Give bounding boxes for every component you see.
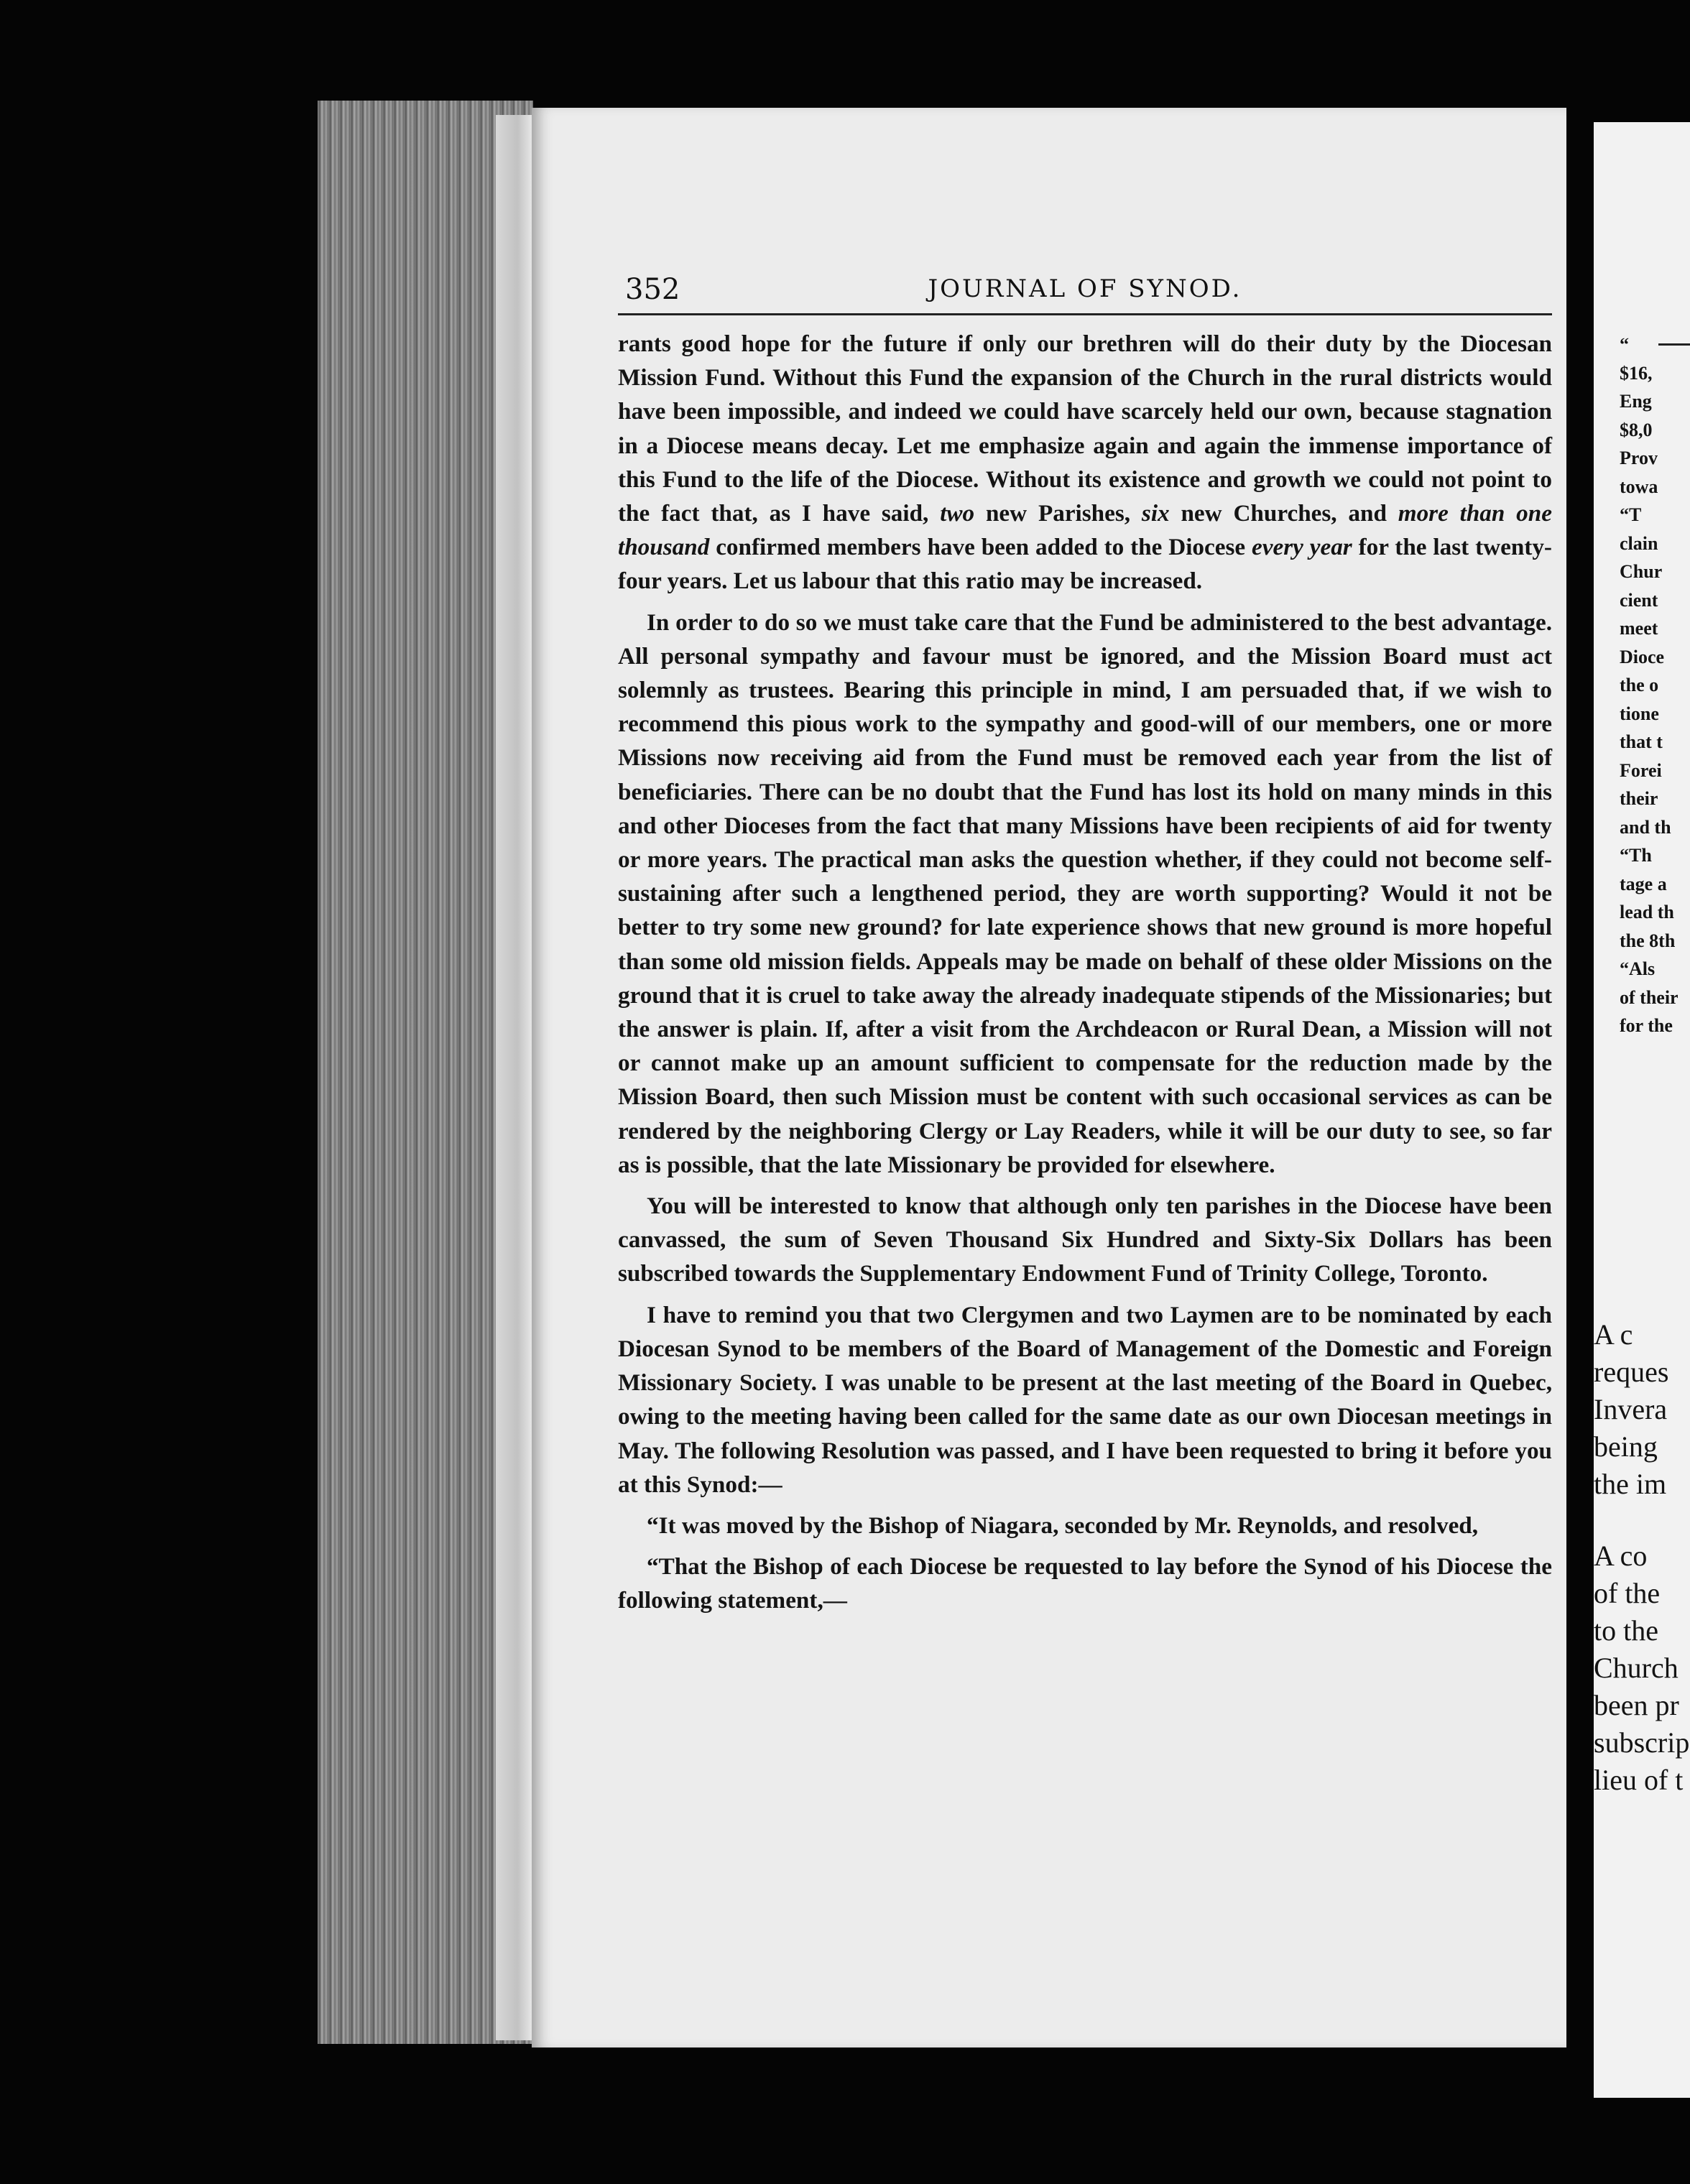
text-fragment: being [1594, 1430, 1658, 1463]
text-fragment: their [1620, 788, 1658, 809]
text-fragment: the o [1620, 675, 1659, 695]
page-number: 352 [625, 273, 680, 306]
text-fragment: $8,0 [1620, 419, 1653, 440]
right-facing-page [1594, 122, 1690, 2098]
text-fragment: to the [1594, 1614, 1658, 1647]
text-fragment: “T [1620, 504, 1642, 525]
page-gutter [496, 115, 532, 2040]
text-fragment: lieu of t [1594, 1764, 1684, 1796]
text-fragment: “ [1620, 334, 1629, 355]
text-fragment: tage a [1620, 873, 1667, 894]
text-fragment: Eng [1620, 391, 1652, 412]
text-fragment: Forei [1620, 759, 1662, 781]
running-head: JOURNAL OF SYNOD. [928, 274, 1242, 303]
text-fragment: A co [1594, 1540, 1648, 1572]
text-run: “That the Bishop of each Diocese be requested to lay before the Synod of his Diocese the following statement,— [618, 1553, 1552, 1614]
text-fragment: and th [1620, 816, 1671, 838]
paragraph-gap [1594, 1503, 1690, 1537]
paragraph [618, 606, 1552, 1182]
text-run: You will be interested to know that although only ten parishes in the Diocese have been canvassed, the sum of Seven Thousand Six Hundred and Sixty-Six Dollars has been subscribed towards the Supplementary Endowment Fund of Trinity College, Toronto. [618, 1193, 1552, 1287]
italic-text: every year [1252, 534, 1352, 561]
page-header [618, 267, 1552, 315]
text-fragment: reques [1594, 1356, 1669, 1388]
right-page-upper-text [1620, 330, 1690, 1040]
right-page-lower-text [1594, 1316, 1690, 1799]
paragraph [618, 1298, 1552, 1502]
text-run: rants good hope for the future if only our brethren will do their duty by the Diocesan Mission Fund. Without this Fund the expansion of the Church in the rural districts would have been impossible, and indeed we could have scarcely held our own, because stagnation in a Diocese means decay. Let me emphasize again and again the immense importance of this Fund to the life of the Diocese. Without its existence and growth we could not point to the fact that, as I have said, [618, 330, 1552, 527]
paragraph [618, 1509, 1552, 1542]
text-fragment: A c [1594, 1318, 1633, 1351]
text-run: In order to do so we must take care that the Fund be administered to the best advantage. All personal sympathy and favour must be ignored, and the Mission Board must act solemnly as trustees. Bearing this principle in mind, I am persuaded that, if we wish to recommend this pious work to the sympathy and good-will of our members, one or more Missions now receiving aid from the Fund must be removed each year from the list of beneficiaries. There can be no doubt that the Fund has lost its hold on many minds in this and other Dioceses from the fact that many Missions have been recipients of aid for twenty or more years. The practical man asks the question whether, if they could not become self-sustaining after such a lengthened period, they are worth supporting? Would it not be better to try some new ground? for late experience shows that new ground is more hopeful than some old mission fields. Appeals may be made on behalf of these older Missions on the ground that it is cruel to take away the already inadequate stipends of the Missionaries; but the answer is plain. If, after a visit from the Archdeacon or Rural Dean, a Mission will not or cannot make up an amount sufficient to compensate for the reduction made by the Mission Board, then such Mission must be content with such occasional services as can be rendered by the neighboring Clergy or Lay Readers, while it will be our duty to see, so far as is possible, that the late Missionary be provided for elsewhere. [618, 609, 1552, 1178]
text-fragment: “Als [1620, 958, 1656, 979]
text-fragment: the 8th [1620, 930, 1676, 951]
text-run: confirmed members have been added to the Diocese [709, 534, 1252, 561]
text-fragment: cient [1620, 589, 1658, 611]
text-fragment: tione [1620, 703, 1659, 724]
text-fragment: Church [1594, 1652, 1679, 1684]
text-run: “It was moved by the Bishop of Niagara, seconded by Mr. Reynolds, and resolved, [647, 1512, 1479, 1539]
text-fragment: towa [1620, 476, 1658, 497]
text-fragment: of their [1620, 986, 1679, 1008]
text-fragment: that t [1620, 731, 1663, 752]
body-text [618, 327, 1552, 1625]
italic-text: two [940, 500, 975, 527]
text-run: new Churches, and [1169, 500, 1398, 527]
paragraph [618, 1189, 1552, 1291]
text-run: new Parishes, [974, 500, 1142, 527]
text-fragment: Prov [1620, 448, 1658, 468]
text-fragment: been pr [1594, 1689, 1679, 1721]
paragraph [618, 1550, 1552, 1617]
italic-text: six [1141, 500, 1170, 527]
text-fragment: $16, [1620, 362, 1653, 384]
text-fragment: Dioce [1620, 646, 1665, 667]
text-fragment: the im [1594, 1468, 1667, 1500]
text-fragment: lead th [1620, 902, 1674, 922]
text-fragment: “Th [1620, 845, 1652, 866]
text-fragment: for the [1620, 1015, 1673, 1036]
text-run: I have to remind you that two Clergymen and two Laymen are to be nominated by each Diocesan Synod to be members of the Board of Management of the Domestic and Foreign Missionary Society. I was unable to be present at the last meeting of the Board in Quebec, owing to the meeting having been called for the same date as our own Diocesan meetings in May. The following Resolution was passed, and I have been requested to bring it before you at this Synod:— [618, 1301, 1552, 1498]
text-fragment: Invera [1594, 1393, 1668, 1425]
text-fragment: Chur [1620, 561, 1663, 582]
text-fragment: clain [1620, 532, 1658, 554]
left-page [532, 108, 1566, 2048]
paragraph [618, 327, 1552, 598]
text-run: for the last twenty-four years. Let us labour that this ratio may be increased. [618, 534, 1552, 595]
italic-text: more than one thousand [618, 500, 1552, 561]
text-fragment: meet [1620, 618, 1658, 639]
text-fragment: subscrip [1594, 1726, 1690, 1759]
text-fragment: of the [1594, 1577, 1661, 1609]
